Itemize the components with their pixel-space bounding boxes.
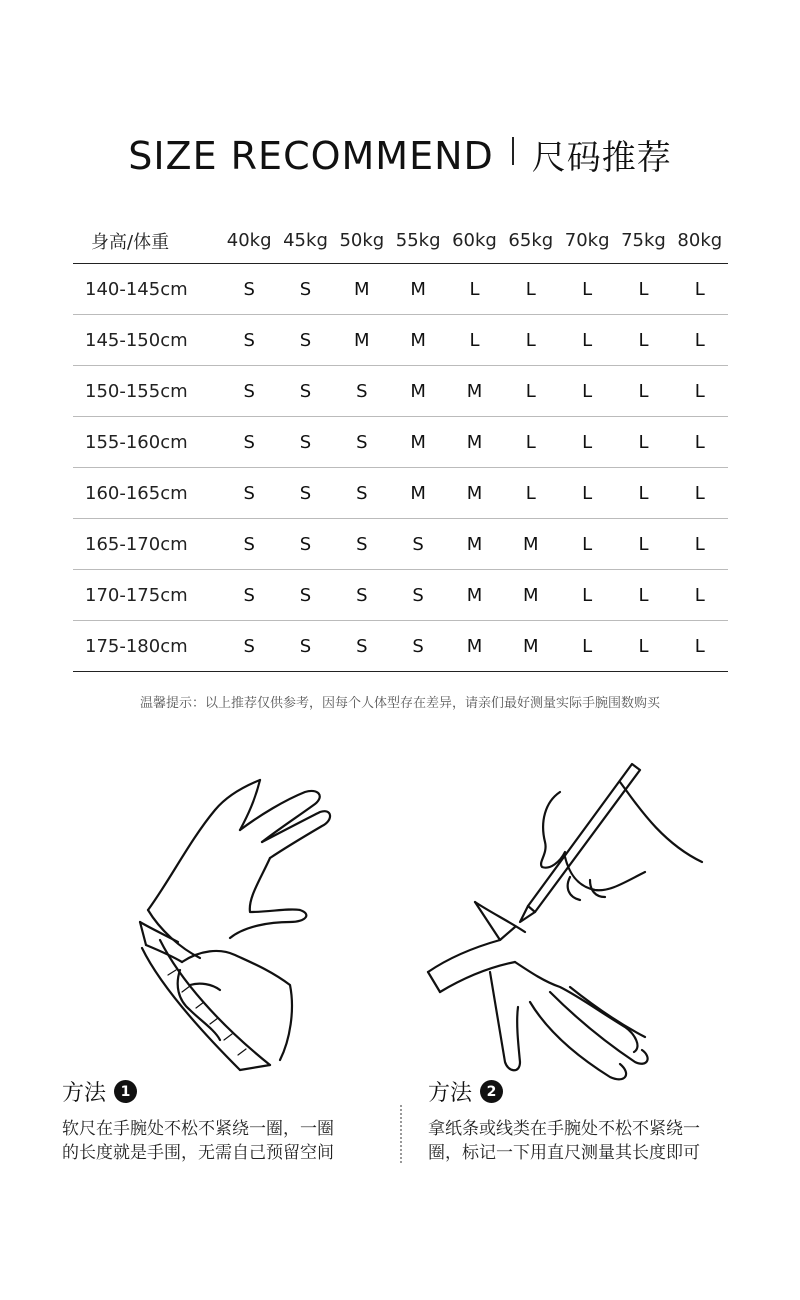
size-cell: L bbox=[446, 315, 502, 366]
size-cell: M bbox=[390, 417, 446, 468]
size-cell: M bbox=[446, 366, 502, 417]
size-cell: S bbox=[221, 417, 277, 468]
size-cell: L bbox=[672, 621, 728, 672]
size-cell: M bbox=[390, 315, 446, 366]
size-cell: L bbox=[672, 315, 728, 366]
method-2-heading bbox=[428, 1076, 503, 1107]
weight-header: 40kg bbox=[221, 218, 277, 264]
size-cell: S bbox=[221, 519, 277, 570]
size-cell: S bbox=[221, 570, 277, 621]
size-cell: S bbox=[334, 366, 390, 417]
size-cell: L bbox=[559, 621, 615, 672]
size-cell: S bbox=[334, 570, 390, 621]
size-cell: S bbox=[221, 468, 277, 519]
size-table-body bbox=[73, 264, 728, 672]
method-1-label: 方法 bbox=[62, 1081, 107, 1106]
size-cell: M bbox=[390, 468, 446, 519]
size-cell: L bbox=[559, 264, 615, 315]
weight-header: 45kg bbox=[277, 218, 333, 264]
size-cell: S bbox=[277, 570, 333, 621]
size-cell: L bbox=[559, 315, 615, 366]
size-cell: M bbox=[390, 366, 446, 417]
size-cell: M bbox=[390, 264, 446, 315]
method-1-heading bbox=[62, 1076, 137, 1107]
weight-header: 75kg bbox=[615, 218, 671, 264]
size-cell: S bbox=[221, 366, 277, 417]
size-cell: S bbox=[390, 519, 446, 570]
size-cell: M bbox=[446, 570, 502, 621]
size-cell: M bbox=[334, 264, 390, 315]
method-2-line: 圈，标记一下用直尺测量其长度即可 bbox=[428, 1143, 700, 1163]
size-cell: S bbox=[277, 366, 333, 417]
size-cell: S bbox=[277, 468, 333, 519]
size-cell: S bbox=[334, 468, 390, 519]
size-cell: L bbox=[559, 468, 615, 519]
height-range-cell: 170-175cm bbox=[73, 570, 221, 621]
method-2-description bbox=[428, 1117, 700, 1165]
weight-header: 70kg bbox=[559, 218, 615, 264]
size-cell: S bbox=[221, 264, 277, 315]
height-range-cell: 145-150cm bbox=[73, 315, 221, 366]
size-cell: M bbox=[446, 468, 502, 519]
height-range-cell: 155-160cm bbox=[73, 417, 221, 468]
table-row bbox=[73, 264, 728, 315]
table-header-row bbox=[73, 218, 728, 264]
size-cell: M bbox=[446, 519, 502, 570]
page-title bbox=[0, 130, 800, 179]
method-1-number-badge: 1 bbox=[114, 1080, 137, 1103]
size-cell: M bbox=[446, 621, 502, 672]
method-1-line: 的长度就是手围，无需自己预留空间 bbox=[62, 1143, 334, 1163]
size-cell: S bbox=[277, 315, 333, 366]
table-row bbox=[73, 468, 728, 519]
size-cell: M bbox=[503, 621, 559, 672]
size-cell: L bbox=[559, 570, 615, 621]
size-cell: M bbox=[503, 570, 559, 621]
size-cell: M bbox=[334, 315, 390, 366]
size-cell: L bbox=[559, 519, 615, 570]
size-cell: L bbox=[615, 621, 671, 672]
corner-label: 身高/体重 bbox=[73, 218, 221, 264]
method-2-number-badge: 2 bbox=[480, 1080, 503, 1103]
hand-pen-paper-illustration bbox=[420, 762, 720, 1092]
tip-note: 温馨提示：以上推荐仅供参考，因每个人体型存在差异，请亲们最好测量实际手腕围数购买 bbox=[139, 696, 660, 711]
size-cell: S bbox=[334, 519, 390, 570]
size-cell: L bbox=[615, 366, 671, 417]
method-2-line: 拿纸条或线类在手腕处不松不紧绕一 bbox=[428, 1119, 700, 1139]
table-row bbox=[73, 570, 728, 621]
method-1-line: 软尺在手腕处不松不紧绕一圈，一圈 bbox=[62, 1119, 334, 1139]
table-row bbox=[73, 417, 728, 468]
size-cell: S bbox=[277, 417, 333, 468]
size-cell: M bbox=[503, 519, 559, 570]
height-range-cell: 160-165cm bbox=[73, 468, 221, 519]
table-row bbox=[73, 519, 728, 570]
size-cell: L bbox=[615, 468, 671, 519]
size-cell: L bbox=[615, 417, 671, 468]
size-cell: S bbox=[277, 621, 333, 672]
size-cell: S bbox=[277, 264, 333, 315]
method-1-description bbox=[62, 1117, 334, 1165]
size-cell: L bbox=[615, 264, 671, 315]
weight-header: 60kg bbox=[446, 218, 502, 264]
size-cell: L bbox=[503, 366, 559, 417]
size-cell: L bbox=[672, 366, 728, 417]
size-cell: S bbox=[221, 315, 277, 366]
height-range-cell: 150-155cm bbox=[73, 366, 221, 417]
title-cn: 尺码推荐 bbox=[531, 138, 672, 178]
size-cell: L bbox=[559, 417, 615, 468]
size-cell: S bbox=[277, 519, 333, 570]
method-divider bbox=[400, 1105, 402, 1163]
size-cell: L bbox=[615, 315, 671, 366]
weight-header: 80kg bbox=[672, 218, 728, 264]
size-cell: S bbox=[334, 417, 390, 468]
size-table bbox=[73, 218, 728, 672]
illustration-method-1 bbox=[120, 770, 360, 1090]
table-row bbox=[73, 621, 728, 672]
table-row bbox=[73, 366, 728, 417]
illustration-method-2 bbox=[420, 762, 720, 1092]
weight-header: 50kg bbox=[334, 218, 390, 264]
size-cell: L bbox=[503, 417, 559, 468]
height-range-cell: 175-180cm bbox=[73, 621, 221, 672]
size-cell: L bbox=[672, 417, 728, 468]
title-en: SIZE RECOMMEND bbox=[128, 134, 494, 178]
size-cell: L bbox=[672, 519, 728, 570]
size-cell: L bbox=[672, 570, 728, 621]
size-cell: L bbox=[446, 264, 502, 315]
title-separator bbox=[512, 137, 514, 165]
weight-header: 55kg bbox=[390, 218, 446, 264]
height-range-cell: 140-145cm bbox=[73, 264, 221, 315]
size-cell: L bbox=[615, 570, 671, 621]
size-cell: L bbox=[672, 468, 728, 519]
weight-header: 65kg bbox=[503, 218, 559, 264]
height-range-cell: 165-170cm bbox=[73, 519, 221, 570]
size-cell: S bbox=[221, 621, 277, 672]
size-cell: S bbox=[390, 621, 446, 672]
size-cell: L bbox=[615, 519, 671, 570]
size-cell: S bbox=[390, 570, 446, 621]
size-cell: M bbox=[446, 417, 502, 468]
size-cell: L bbox=[503, 315, 559, 366]
method-2-label: 方法 bbox=[428, 1081, 473, 1106]
size-cell: L bbox=[503, 264, 559, 315]
hand-tape-measure-illustration bbox=[120, 770, 360, 1090]
size-cell: L bbox=[559, 366, 615, 417]
size-cell: L bbox=[672, 264, 728, 315]
size-cell: L bbox=[503, 468, 559, 519]
size-cell: S bbox=[334, 621, 390, 672]
table-row bbox=[73, 315, 728, 366]
